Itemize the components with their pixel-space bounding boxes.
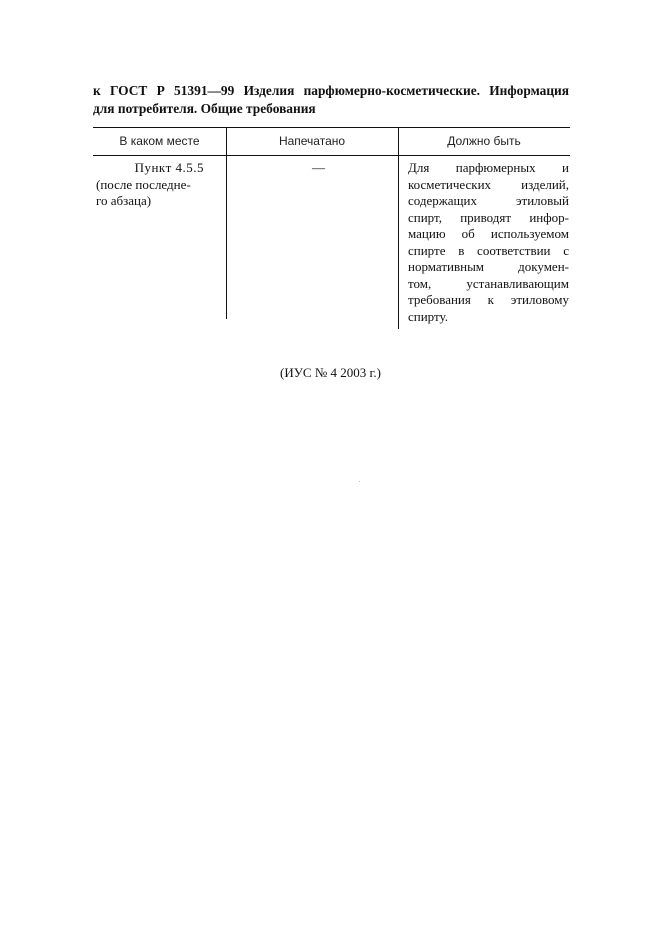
should-be-line: косметических изделий, — [408, 176, 569, 192]
title-line-1: к ГОСТ Р 51391—99 Изделия парфюмерно-косметические. Информация — [93, 83, 569, 98]
column-header-should-be: Должно быть — [447, 134, 521, 148]
should-be-line: мацию об используемом — [408, 226, 569, 241]
table-header-rule — [93, 155, 570, 156]
should-be-line: нормативным докумен- — [408, 259, 569, 274]
title-line-2: для потребителя. Общие требования — [93, 101, 316, 116]
should-be-line: требования к этиловому — [408, 292, 569, 307]
document-title — [93, 82, 569, 118]
column-header-printed: Напечатано — [278, 134, 346, 148]
should-be-line: содержащих этиловый — [408, 193, 569, 208]
place-line: Пункт 4.5.5 — [134, 160, 204, 175]
table-top-rule — [93, 127, 570, 128]
should-be-line: спирте в соответствии с — [408, 242, 569, 258]
cell-printed: — — [312, 160, 325, 175]
should-be-line: Для парфюмерных и — [408, 160, 569, 175]
place-line: го абзаца) — [96, 193, 152, 208]
table-column-divider-2 — [398, 127, 399, 329]
place-line: (после последне- — [96, 176, 191, 192]
cell-place — [96, 160, 204, 210]
should-be-line: том, устанавливающим — [408, 275, 569, 291]
cell-should-be — [408, 160, 569, 325]
table-column-divider-1 — [226, 127, 227, 319]
should-be-line: спирт, приводят инфор- — [408, 209, 569, 225]
source-reference: (ИУС № 4 2003 г.) — [280, 365, 381, 380]
should-be-line: спирту. — [408, 308, 448, 324]
scan-speck — [359, 481, 360, 482]
column-header-place: В каком месте — [119, 134, 200, 148]
